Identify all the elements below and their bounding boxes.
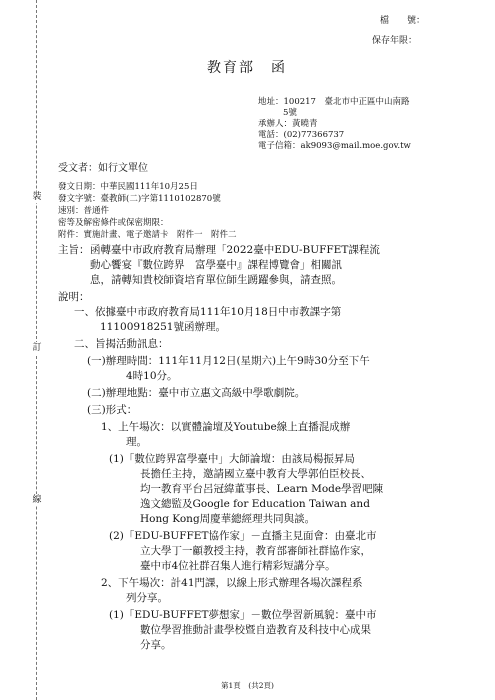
dreamer-session-cont: 分享。 <box>140 639 172 651</box>
master-forum-cont: 長擔任主持，邀請國立臺中教育大學郭伯臣校長、 <box>140 468 371 480</box>
page-number: 第1頁 (共2頁) <box>221 681 274 690</box>
contact-address-line2: 5號 <box>283 108 297 118</box>
binding-mark-ding: 訂 <box>30 342 44 354</box>
contact-handler: 承辦人：黃曉青 <box>258 119 318 129</box>
contact-phone: 電話：(02)77366737 <box>258 130 345 140</box>
morning-session-cont: 理。 <box>126 436 147 448</box>
delivery-speed: 速別：普通件 <box>58 206 110 216</box>
subject-line: 函轉臺中市政府教育局辦理「2022臺中EDU-BUFFET課程流 <box>90 244 380 256</box>
dreamer-session: (1)「EDU-BUFFET夢想家」－數位學習新風貌：臺中市 <box>109 609 377 621</box>
explanation-label: 說明： <box>58 291 90 303</box>
issue-date: 發文日期：中華民國111年10月25日 <box>58 182 198 192</box>
binding-mark-xian: 線 <box>30 494 44 506</box>
contact-address-line1: 地址：100217 臺北市中正區中山南路 <box>258 97 410 107</box>
collaborator-meetup: (2)「EDU-BUFFET協作家」－直播主見面會：由臺北市 <box>109 530 377 542</box>
contact-email: 電子信箱：ak9093@mail.moe.gov.tw <box>258 141 411 151</box>
explanation-item-1: 一、依據臺中市政府教育局111年10月18日中市教課字第 <box>74 306 342 318</box>
afternoon-session: 2、下午場次：計41門課，以線上形式辦理各場次課程系 <box>101 577 363 589</box>
file-number-label: 檔 號： <box>380 16 426 26</box>
explanation-item-2: 二、旨揭活動訊息： <box>74 338 169 350</box>
subject-line: 息，請轉知貴校師資培育單位師生踴躍參與，請查照。 <box>90 274 342 286</box>
event-time-cont: 4時10分。 <box>126 370 178 382</box>
master-forum-cont: 均一教育平台呂冠緯董事長、Learn Mode學習吧陳 <box>140 483 384 495</box>
event-location: (二)辦理地點：臺中市立惠文高級中學歌劇院。 <box>87 387 306 399</box>
document-title: 教育部 函 <box>207 60 287 76</box>
explanation-item-1-cont: 11100918251號函辦理。 <box>100 321 226 333</box>
dreamer-session-cont: 數位學習推動計畫學校暨自造教育及科技中心成果 <box>140 624 371 636</box>
subject-label: 主旨： <box>58 244 90 256</box>
master-forum-cont: Hong Kong周慶華總經理共同與談。 <box>140 513 316 525</box>
attachments: 附件：實施計畫、電子邀請卡 附件一 附件二 <box>58 230 237 240</box>
afternoon-session-cont: 列分享。 <box>126 592 168 604</box>
morning-session: 1、上午場次：以實體論壇及Youtube線上直播混成辦 <box>101 421 351 433</box>
master-forum: (1)「數位跨界富學臺中」大師論壇：由該局楊振昇局 <box>109 453 355 465</box>
recipient: 受文者：如行文單位 <box>58 163 148 174</box>
collaborator-meetup-cont: 臺中市4位社群召集人進行精彩短講分享。 <box>140 560 336 572</box>
retention-period-label: 保存年限： <box>372 36 418 46</box>
secrecy-level: 密等及解密條件或保密期限： <box>58 218 169 228</box>
collaborator-meetup-cont: 立大學丁一顧教授主持，教育部審師社群協作家， <box>140 545 371 557</box>
event-format-label: (三)形式： <box>87 404 138 416</box>
event-time: (一)辦理時間：111年11月12日(星期六)上午9時30分至下午 <box>87 355 370 367</box>
issue-number: 發文字號：臺教師(二)字第1110102870號 <box>58 194 221 204</box>
binding-mark-zhuang: 裝 <box>30 191 44 203</box>
master-forum-cont: 逸文總監及Google for Education Taiwan and <box>140 498 370 510</box>
subject-line: 動心饗宴『數位跨界 富學臺中』課程博覽會」相關訊 <box>90 259 342 271</box>
